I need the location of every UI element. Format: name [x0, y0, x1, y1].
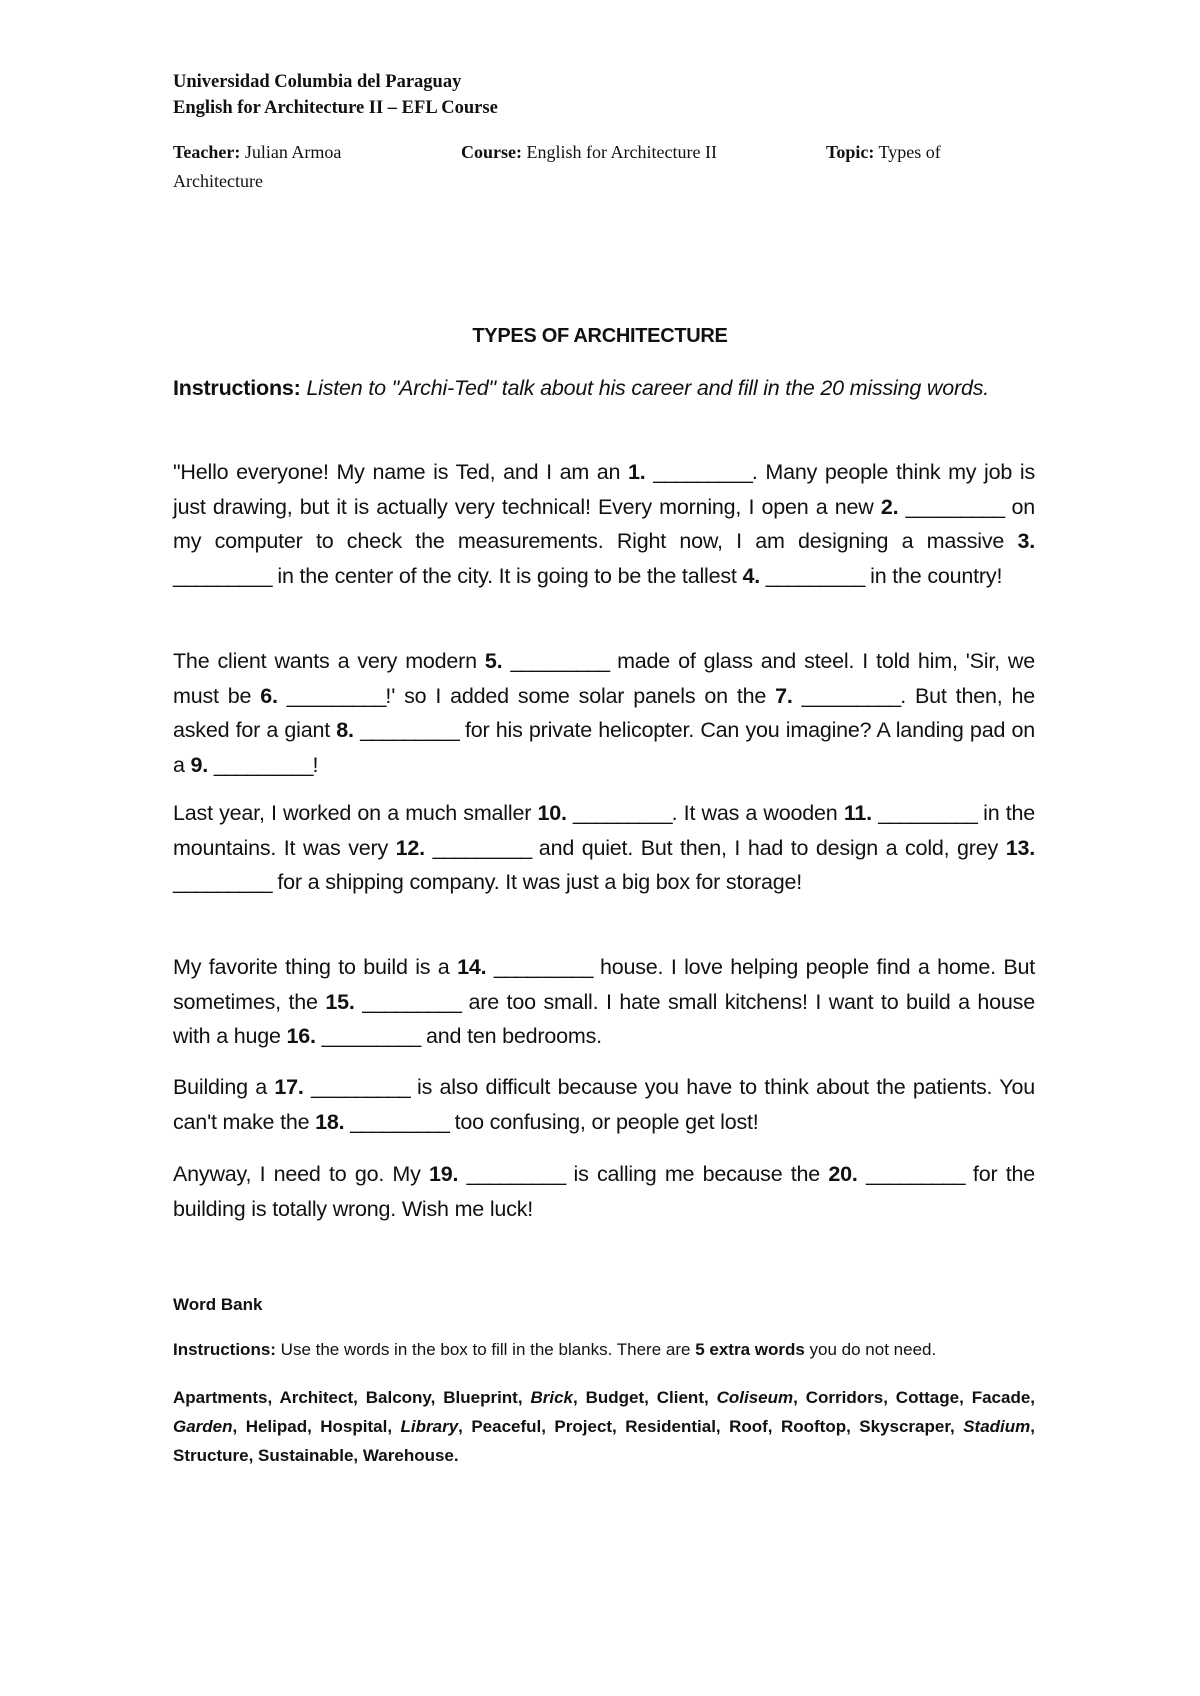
word-bank-instructions-label: Instructions:	[173, 1340, 276, 1359]
topic-name: Types of	[878, 142, 941, 162]
blank-2[interactable]: _________	[905, 494, 1005, 519]
blank-17[interactable]: _________	[311, 1075, 410, 1099]
topic-name-continued: Architecture	[173, 171, 263, 191]
blank-5[interactable]: _________	[510, 649, 610, 673]
word-bank-title: Word Bank	[173, 1295, 263, 1314]
word-bank-list: Apartments, Architect, Balcony, Blueprint, Brick, Budget, Client, Coliseum, Corridors, Cottage, Facade, Garden, Helipad, Hospital, Library, Peaceful, Project, Residential, Roof, Rooftop, Skyscraper, Stadium, Structure, Sustainable, Warehouse.	[173, 1388, 1036, 1465]
blank-13[interactable]: _________	[173, 870, 272, 894]
blank-16[interactable]: _________	[321, 1024, 421, 1048]
blank-8[interactable]: _________	[360, 718, 459, 742]
word-garden: Garden	[173, 1417, 233, 1436]
instructions	[173, 371, 1035, 406]
topic-info	[826, 138, 941, 167]
teacher-label: Teacher:	[173, 142, 241, 162]
instructions-label: Instructions:	[173, 376, 301, 400]
blank-7[interactable]: _________	[801, 683, 901, 708]
word-bank-instructions: Instructions: Use the words in the box to fill in the blanks. There are 5 extra words you do not need.	[173, 1340, 937, 1359]
blank-12[interactable]: _________	[432, 835, 532, 860]
blank-3[interactable]: _________	[173, 563, 272, 588]
blank-1[interactable]: _________	[653, 460, 752, 484]
page-title: TYPES OF ARCHITECTURE	[472, 325, 728, 347]
blank-6[interactable]: _________	[286, 683, 386, 708]
course-line: English for Architecture II – EFL Course	[173, 98, 498, 118]
blank-20[interactable]: _________	[865, 1162, 965, 1186]
topic-label: Topic:	[826, 142, 875, 162]
blank-9[interactable]: _________	[213, 752, 313, 777]
word-stadium: Stadium	[963, 1417, 1031, 1436]
word-library: Library	[400, 1417, 459, 1436]
blank-14[interactable]: _________	[493, 955, 593, 979]
story-paragraph-1: "Hello everyone! My name is Ted, and I am an 1. _________. Many people think my job is just drawing, but it is actually very technical! Every morning, I open a new 2. _________ on my computer to check the measurements. Right now, I am designing a massive 3. _________ in the center of the city. It is going to be the tallest 4. _________ in the country!	[173, 460, 1035, 588]
story-paragraph-6: Anyway, I need to go. My 19. _________ is calling me because the 20. _________ for the building is totally wrong. Wish me luck!	[173, 1162, 1035, 1221]
blank-15[interactable]: _________	[362, 989, 461, 1014]
blank-18[interactable]: _________	[350, 1109, 449, 1134]
story-paragraph-4: My favorite thing to build is a 14. _________ house. I love helping people find a home. But sometimes, the 15. _________ are too small. I hate small kitchens! I want to build a house with a huge 16. _________ and ten bedrooms.	[173, 955, 1036, 1048]
teacher-name: Julian Armoa	[244, 142, 342, 162]
story-paragraph-5: Building a 17. _________ is also difficult because you have to think about the patients. You can't make the 18. _________ too confusing, or people get lost!	[173, 1075, 1035, 1134]
blank-19[interactable]: _________	[466, 1162, 566, 1186]
story-paragraph-3: Last year, I worked on a much smaller 10. _________. It was a wooden 11. _________ in the mountains. It was very 12. _________ and quiet. But then, I had to design a cold, grey 13. _________ for a shipping company. It was just a big box for storage!	[173, 801, 1036, 894]
teacher-info	[173, 138, 341, 167]
instructions-text: Listen to "Archi-Ted" talk about his career and fill in the 20 missing words.	[306, 376, 990, 400]
word-coliseum: Coliseum	[716, 1388, 794, 1407]
word-brick: Brick	[530, 1388, 573, 1407]
blank-11[interactable]: _________	[878, 801, 977, 825]
story-paragraph-2: The client wants a very modern 5. _________ made of glass and steel. I told him, 'Sir, we must be 6. _________!' so I added some solar panels on the 7. _________. But then, he asked for a giant 8. _________ for his private helicopter. Can you imagine? A landing pad on a 9. _________!	[173, 649, 1035, 777]
course-info	[461, 138, 717, 167]
university-name: Universidad Columbia del Paraguay	[173, 72, 462, 92]
blank-4[interactable]: _________	[765, 563, 865, 588]
blank-10[interactable]: _________	[573, 801, 672, 825]
course-label: Course:	[461, 142, 522, 162]
course-name: English for Architecture II	[526, 142, 717, 162]
